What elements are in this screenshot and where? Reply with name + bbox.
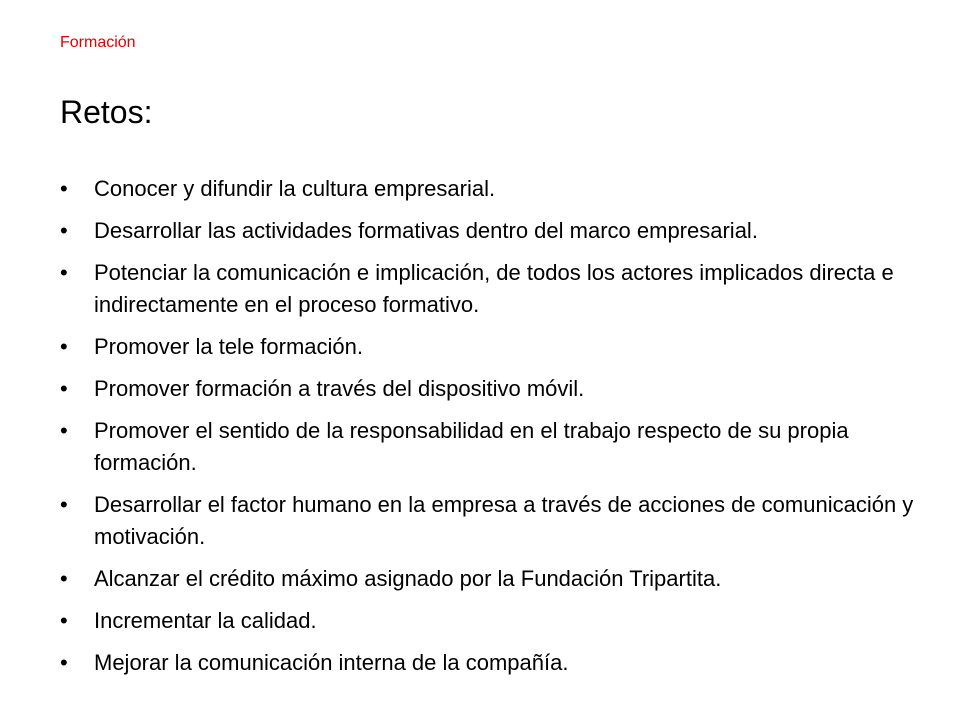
list-item-text: Alcanzar el crédito máximo asignado por la Fundación Tripartita. — [94, 566, 722, 591]
bullet-list — [60, 173, 920, 689]
list-item — [60, 415, 920, 479]
list-item-text: Promover formación a través del dispositivo móvil. — [94, 376, 585, 401]
list-item — [60, 257, 920, 321]
list-item — [60, 331, 920, 363]
bullet-icon: • — [60, 176, 68, 201]
slide-title: Retos: — [60, 94, 153, 130]
bullet-icon: • — [60, 418, 68, 443]
list-item-text: Mejorar la comunicación interna de la compañía. — [94, 650, 569, 675]
list-item-text: Promover la tele formación. — [94, 334, 363, 359]
bullet-icon: • — [60, 492, 68, 517]
list-item-text: Conocer y difundir la cultura empresarial. — [94, 176, 496, 201]
list-item — [60, 373, 920, 405]
list-item-text: Promover el sentido de la responsabilidad en el trabajo respecto de su propia formación. — [94, 418, 849, 475]
list-item-text: Potenciar la comunicación e implicación, de todos los actores implicados directa e indirectamente en el proceso formativo. — [94, 260, 894, 317]
bullet-icon: • — [60, 218, 68, 243]
list-item — [60, 489, 920, 553]
list-item-text: Incrementar la calidad. — [94, 608, 317, 633]
bullet-icon: • — [60, 376, 68, 401]
list-item-text: Desarrollar el factor humano en la empresa a través de acciones de comunicación y motivación. — [94, 492, 914, 549]
list-item — [60, 173, 920, 205]
list-item — [60, 215, 920, 247]
bullet-icon: • — [60, 608, 68, 633]
list-item — [60, 563, 920, 595]
list-item-text: Desarrollar las actividades formativas dentro del marco empresarial. — [94, 218, 758, 243]
section-label: Formación — [60, 34, 136, 51]
list-item — [60, 605, 920, 637]
bullet-icon: • — [60, 650, 68, 675]
list-item — [60, 647, 920, 679]
bullet-icon: • — [60, 334, 68, 359]
bullet-icon: • — [60, 260, 68, 285]
bullet-icon: • — [60, 566, 68, 591]
